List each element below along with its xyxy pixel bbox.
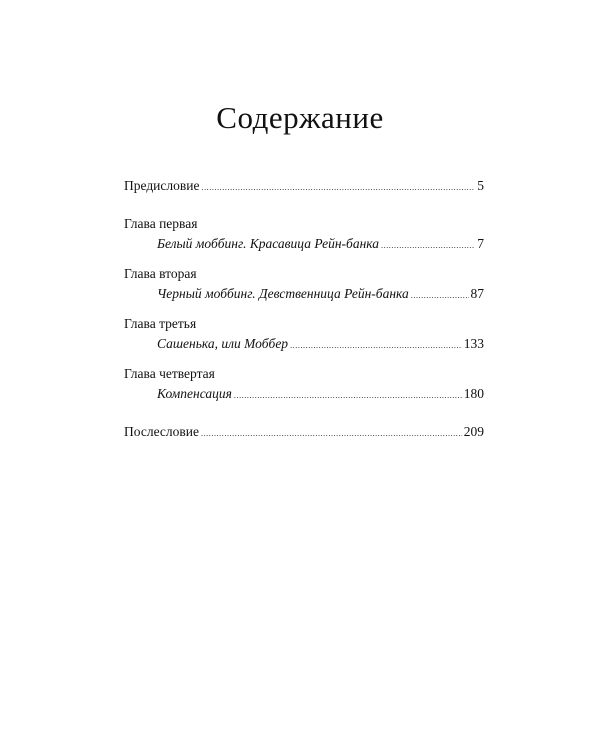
toc-page-number: 209 <box>463 424 484 439</box>
toc-page-number: 180 <box>463 386 484 401</box>
toc-page-number: 133 <box>463 336 484 351</box>
toc-label: Предисловие <box>124 178 200 193</box>
toc-entry-afterword <box>124 422 484 442</box>
toc-line[interactable] <box>124 422 484 442</box>
page-title: Содержание <box>216 100 384 135</box>
toc-entry-chapter-2 <box>124 264 484 304</box>
table-of-contents <box>124 176 484 452</box>
toc-entry-chapter-3 <box>124 314 484 354</box>
toc-line[interactable] <box>124 284 484 304</box>
dot-leader <box>201 178 475 198</box>
toc-entry-chapter-4 <box>124 364 484 404</box>
dot-leader <box>411 286 469 306</box>
toc-page-number: 5 <box>477 178 484 193</box>
dot-leader <box>290 336 462 356</box>
chapter-subtitle: Компенсация <box>157 386 232 401</box>
dot-leader <box>201 424 462 444</box>
chapter-subtitle: Сашенька, или Моббер <box>157 336 289 351</box>
toc-line[interactable] <box>124 176 484 196</box>
toc-line[interactable] <box>124 334 484 354</box>
chapter-heading: Глава четвертая <box>124 366 215 381</box>
chapter-heading: Глава первая <box>124 216 198 231</box>
toc-label: Послесловие <box>124 424 199 439</box>
toc-page-number: 7 <box>477 236 484 251</box>
dot-leader <box>234 386 462 406</box>
chapter-subtitle: Черный моббинг. Девственница Рейн-банка <box>157 286 409 301</box>
toc-line[interactable] <box>124 384 484 404</box>
toc-page-number: 87 <box>470 286 484 301</box>
toc-entry-preface <box>124 176 484 196</box>
chapter-heading: Глава вторая <box>124 266 197 281</box>
dot-leader <box>381 236 475 256</box>
chapter-subtitle: Белый моббинг. Красавица Рейн-банка <box>157 236 379 251</box>
toc-line[interactable] <box>124 234 484 254</box>
toc-entry-chapter-1 <box>124 214 484 254</box>
chapter-heading: Глава третья <box>124 316 197 331</box>
